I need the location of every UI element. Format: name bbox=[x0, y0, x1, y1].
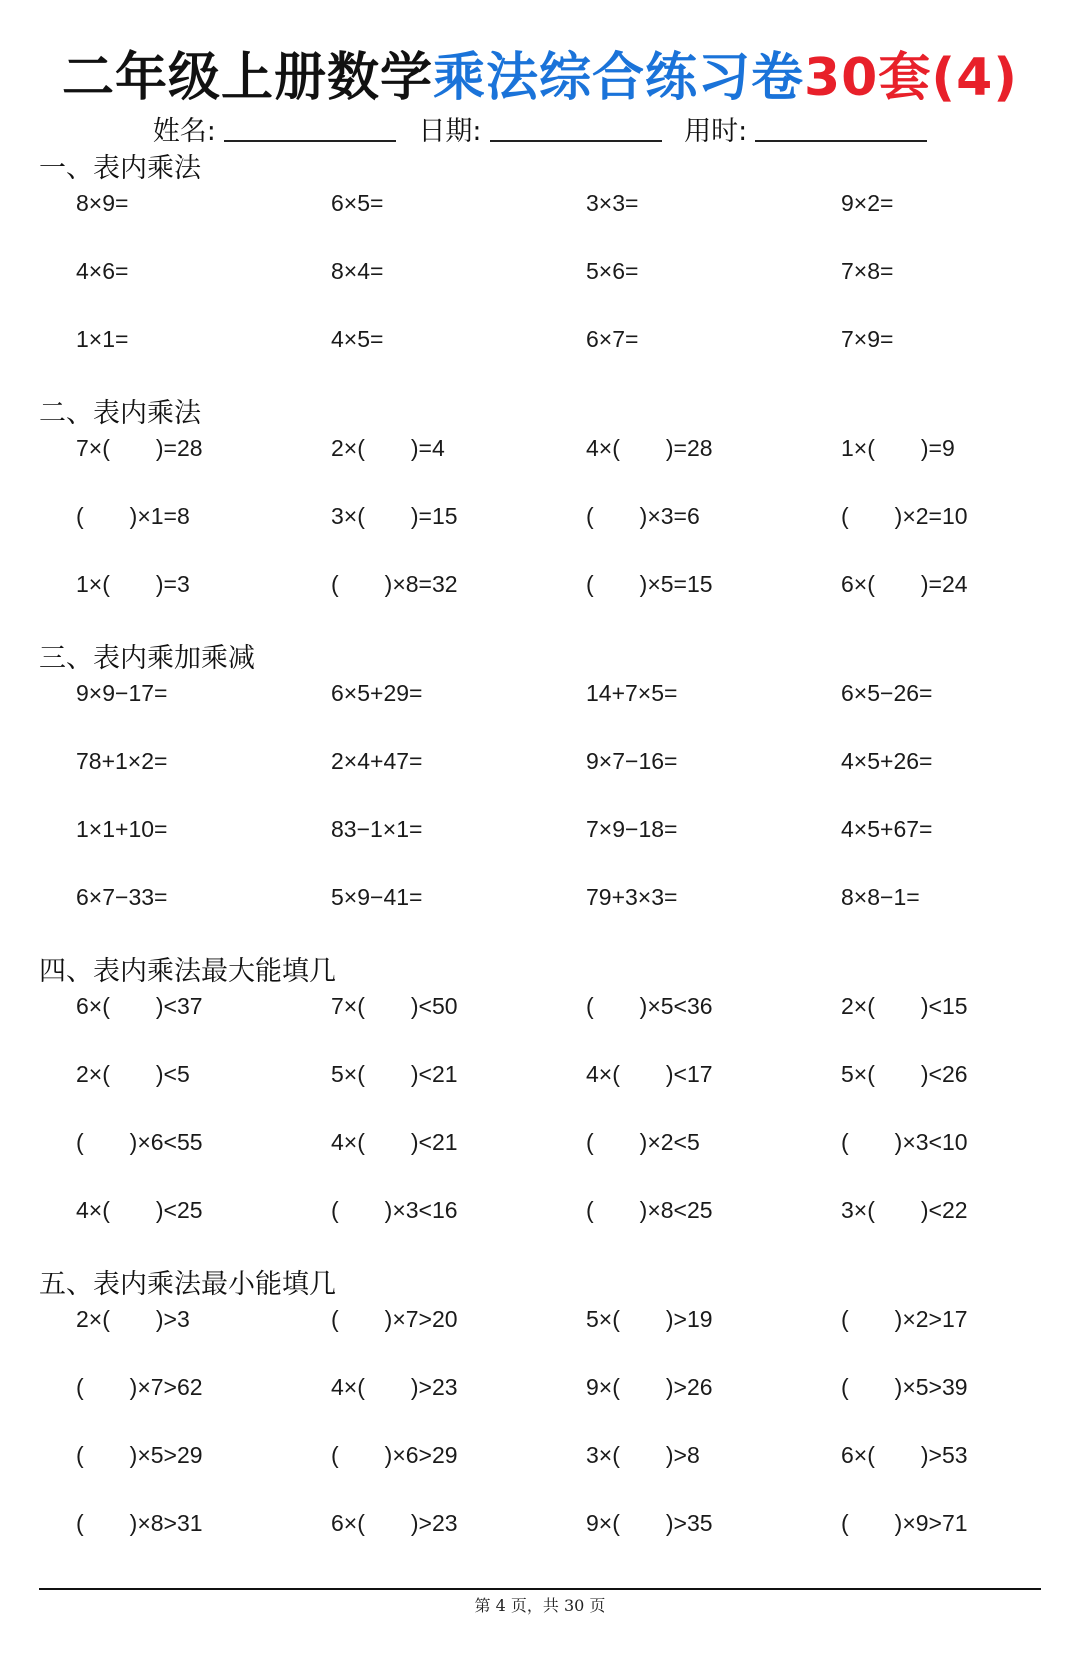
problem-row bbox=[0, 498, 1080, 534]
problem: ( )×2=10 bbox=[841, 503, 968, 529]
problem: 3×3= bbox=[586, 190, 639, 216]
problem: 4×6= bbox=[76, 258, 129, 284]
problem: 7×8= bbox=[841, 258, 894, 284]
footer-divider bbox=[39, 1588, 1041, 1590]
problem: ( )×6<55 bbox=[76, 1129, 203, 1155]
problem: 7×( )<50 bbox=[331, 993, 458, 1019]
problem: 6×7= bbox=[586, 326, 639, 352]
problem-row bbox=[0, 1124, 1080, 1160]
problem: ( )×5>29 bbox=[76, 1442, 203, 1468]
problem: 4×( )=28 bbox=[586, 435, 713, 461]
problem-row bbox=[0, 811, 1080, 847]
problem: 6×( )>53 bbox=[841, 1442, 968, 1468]
problem: ( )×1=8 bbox=[76, 503, 190, 529]
problem: 3×( )<22 bbox=[841, 1197, 968, 1223]
problem-row bbox=[0, 988, 1080, 1024]
problem: 8×8−1= bbox=[841, 884, 920, 910]
problem: ( )×6>29 bbox=[331, 1442, 458, 1468]
time-blank[interactable] bbox=[755, 114, 927, 142]
problem-row bbox=[0, 321, 1080, 357]
date-blank[interactable] bbox=[490, 114, 662, 142]
problem: 2×( )>3 bbox=[76, 1306, 190, 1332]
problem-row bbox=[0, 879, 1080, 915]
problem: ( )×3=6 bbox=[586, 503, 700, 529]
problem-row bbox=[0, 253, 1080, 289]
problem-row bbox=[0, 1056, 1080, 1092]
section-title: 三、表内乘加乘减 bbox=[39, 643, 255, 674]
problem: ( )×7>20 bbox=[331, 1306, 458, 1332]
problem: 6×( )<37 bbox=[76, 993, 203, 1019]
problem: 5×( )<21 bbox=[331, 1061, 458, 1087]
name-blank[interactable] bbox=[224, 114, 396, 142]
problem: 4×( )<25 bbox=[76, 1197, 203, 1223]
problem: 8×4= bbox=[331, 258, 384, 284]
problem: ( )×9>71 bbox=[841, 1510, 968, 1536]
section-title: 二、表内乘法 bbox=[39, 398, 201, 429]
problem-row bbox=[0, 743, 1080, 779]
problem: 9×9−17= bbox=[76, 680, 168, 706]
problem: 7×9−18= bbox=[586, 816, 678, 842]
problem-row bbox=[0, 1301, 1080, 1337]
time-label: 用时: bbox=[684, 116, 748, 147]
problem: 2×( )<5 bbox=[76, 1061, 190, 1087]
problem: 6×( )>23 bbox=[331, 1510, 458, 1536]
problem: 4×5+26= bbox=[841, 748, 933, 774]
problem: 1×( )=9 bbox=[841, 435, 955, 461]
problem: 78+1×2= bbox=[76, 748, 168, 774]
problem-row bbox=[0, 1437, 1080, 1473]
problem-row bbox=[0, 566, 1080, 602]
problem: 9×( )>35 bbox=[586, 1510, 713, 1536]
problem: 1×( )=3 bbox=[76, 571, 190, 597]
problem: 5×( )>19 bbox=[586, 1306, 713, 1332]
problem: 5×6= bbox=[586, 258, 639, 284]
problem: ( )×5<36 bbox=[586, 993, 713, 1019]
problem: 4×( )<17 bbox=[586, 1061, 713, 1087]
date-label: 日期: bbox=[418, 116, 482, 147]
problem: 3×( )=15 bbox=[331, 503, 458, 529]
problem: 6×7−33= bbox=[76, 884, 168, 910]
problem-row bbox=[0, 1369, 1080, 1405]
problem: ( )×2<5 bbox=[586, 1129, 700, 1155]
problem: 4×5= bbox=[331, 326, 384, 352]
problem: 2×( )<15 bbox=[841, 993, 968, 1019]
worksheet-title bbox=[0, 38, 1080, 118]
problem: 4×( )<21 bbox=[331, 1129, 458, 1155]
problem-row bbox=[0, 1192, 1080, 1228]
problem: 14+7×5= bbox=[586, 680, 678, 706]
problem: 7×9= bbox=[841, 326, 894, 352]
problem: 6×( )=24 bbox=[841, 571, 968, 597]
problem-row bbox=[0, 675, 1080, 711]
problem: 3×( )>8 bbox=[586, 1442, 700, 1468]
student-info-row bbox=[0, 112, 1080, 152]
problem: 2×( )=4 bbox=[331, 435, 445, 461]
problem: 6×5= bbox=[331, 190, 384, 216]
problem: ( )×8>31 bbox=[76, 1510, 203, 1536]
problem: 2×4+47= bbox=[331, 748, 423, 774]
problem: 83−1×1= bbox=[331, 816, 423, 842]
problem: ( )×7>62 bbox=[76, 1374, 203, 1400]
problem-row bbox=[0, 430, 1080, 466]
problem: 9×2= bbox=[841, 190, 894, 216]
problem: ( )×3<16 bbox=[331, 1197, 458, 1223]
problem: ( )×2>17 bbox=[841, 1306, 968, 1332]
section-title: 四、表内乘法最大能填几 bbox=[39, 956, 336, 987]
problem: 1×1+10= bbox=[76, 816, 168, 842]
problem: 7×( )=28 bbox=[76, 435, 203, 461]
problem: 9×( )>26 bbox=[586, 1374, 713, 1400]
problem-row bbox=[0, 1505, 1080, 1541]
problem: 5×( )<26 bbox=[841, 1061, 968, 1087]
problem: ( )×3<10 bbox=[841, 1129, 968, 1155]
name-label: 姓名: bbox=[152, 116, 216, 147]
problem-row bbox=[0, 185, 1080, 221]
section-title: 一、表内乘法 bbox=[39, 153, 201, 184]
problem: 9×7−16= bbox=[586, 748, 678, 774]
problem: ( )×5=15 bbox=[586, 571, 713, 597]
page-number: 第 4 页，共 30 页 bbox=[474, 1596, 606, 1615]
title-grade-part: 二年级上册数学 bbox=[61, 48, 433, 108]
section-title: 五、表内乘法最小能填几 bbox=[39, 1269, 336, 1300]
problem: 4×( )>23 bbox=[331, 1374, 458, 1400]
problem: ( )×8=32 bbox=[331, 571, 458, 597]
title-set-part: 30套(4) bbox=[803, 48, 1019, 108]
problem: ( )×8<25 bbox=[586, 1197, 713, 1223]
problem: 79+3×3= bbox=[586, 884, 678, 910]
problem: 6×5−26= bbox=[841, 680, 933, 706]
problem: 5×9−41= bbox=[331, 884, 423, 910]
problem: 8×9= bbox=[76, 190, 129, 216]
problem: 6×5+29= bbox=[331, 680, 423, 706]
problem: 1×1= bbox=[76, 326, 129, 352]
problem: 4×5+67= bbox=[841, 816, 933, 842]
problem: ( )×5>39 bbox=[841, 1374, 968, 1400]
title-topic-part: 乘法综合练习卷 bbox=[432, 48, 804, 108]
